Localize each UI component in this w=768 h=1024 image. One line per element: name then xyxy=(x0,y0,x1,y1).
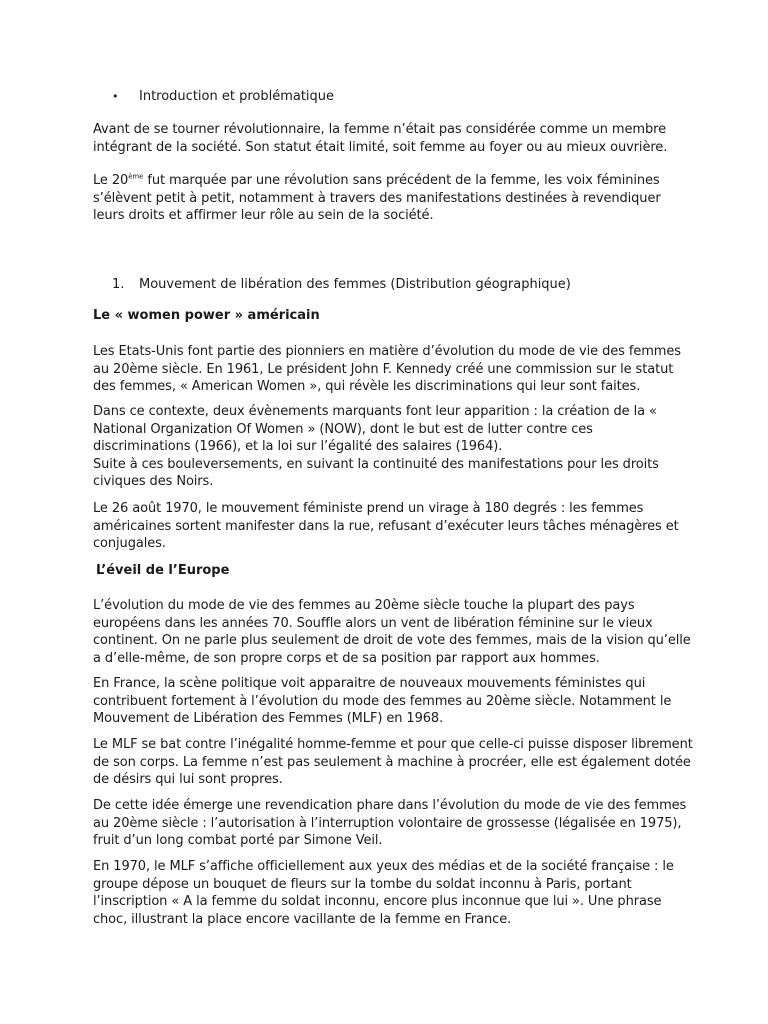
paragraph-text: Avant de se tourner révolutionnaire, la femme n’était pas considérée comme un membre intégrant de la société. Son statut était limité, soit femme au foyer ou au mieux ouvrière. xyxy=(93,122,668,155)
europe-paragraph-5 xyxy=(93,858,693,928)
women-power-paragraph-2 xyxy=(93,403,693,491)
europe-paragraph-4 xyxy=(93,797,693,850)
intro-paragraph-2 xyxy=(93,172,693,225)
paragraph-text: Le 26 août 1970, le mouvement féministe prend un virage à 180 degrés : les femmes américaines sortent manifester dans la rue, refusant d’exécuter leurs tâches ménagères et conjugales. xyxy=(93,501,679,552)
intro-bullet-item xyxy=(112,88,334,106)
women-power-heading: Le « women power » américain xyxy=(93,308,320,323)
europe-paragraph-3 xyxy=(93,736,693,789)
intro-title: Introduction et problématique xyxy=(139,89,335,104)
europe-paragraph-1 xyxy=(93,597,693,667)
paragraph-text: En 1970, le MLF s’affiche officiellement aux yeux des médias et de la société française : le groupe dépose un bouquet de fleurs sur la tombe du soldat inconnu à Paris, portant l’inscription « A la femme du soldat inconnu, encore plus inconnue que lui ». Une phrase choc, illustrant la place encore vacillante de la femme en France. xyxy=(93,859,674,927)
paragraph-text: Le MLF se bat contre l’inégalité homme-femme et pour que celle-ci puisse disposer librement de son corps. La femme n’est pas seulement à machine à procréer, elle est également dotée de désirs qui lui sont propres. xyxy=(93,737,693,788)
section-1-title: Mouvement de libération des femmes (Distribution géographique) xyxy=(139,277,571,292)
paragraph-text-start: Le 20 xyxy=(93,173,129,188)
intro-paragraph-1 xyxy=(93,121,693,156)
paragraph-text: En France, la scène politique voit apparaitre de nouveaux mouvements féministes qui contribuent fortement à l’évolution du mode des femmes au 20ème siècle. Notamment le Mouvement de Libération des Femmes (MLF) en 1968. xyxy=(93,676,672,727)
paragraph-text: De cette idée émerge une revendication phare dans l’évolution du mode de vie des femmes au 20ème siècle : l’autorisation à l’interruption volontaire de grossesse (légalisée en 1975), fruit d’un long combat porté par Simone Veil. xyxy=(93,798,687,849)
bullet-marker: • xyxy=(112,90,119,103)
europe-heading: L’éveil de l’Europe xyxy=(96,563,230,578)
women-power-paragraph-3 xyxy=(93,500,693,553)
list-number: 1. xyxy=(112,277,125,292)
europe-paragraph-2 xyxy=(93,675,693,728)
paragraph-text: Dans ce contexte, deux évènements marquants font leur apparition : la création de la « National Organization Of Women » (NOW), dont le but est de lutter contre ces discriminations (1966), et la loi sur l’égalité des salaires (1964). xyxy=(93,404,657,455)
paragraph-text: Suite à ces bouleversements, en suivant la continuité des manifestations pour les droits civiques des Noirs. xyxy=(93,456,659,490)
paragraph-text: L’évolution du mode de vie des femmes au 20ème siècle touche la plupart des pays européens dans les années 70. Souffle alors un vent de libération féminine sur le vieux continent. On ne parle plus seulement de droit de vote des femmes, mais de la vision qu’elle a d’elle-même, de son propre corps et de sa position par rapport aux hommes. xyxy=(93,598,691,666)
women-power-paragraph-1 xyxy=(93,343,693,396)
paragraph-text xyxy=(93,172,693,225)
superscript: ème xyxy=(128,172,144,181)
paragraph-text-rest: fut marquée par une révolution sans précédent de la femme, les voix féminines s’élèvent petit à petit, notamment à travers des manifestations destinées à revendiquer leurs droits et affirmer leur rôle au sein de la société. xyxy=(93,173,661,224)
section-1-heading xyxy=(112,276,571,294)
paragraph-text: Les Etats-Unis font partie des pionniers en matière d’évolution du mode de vie des femmes au 20ème siècle. En 1961, Le président John F. Kennedy créé une commission sur le statut des femmes, « American Women », qui révèle les discriminations qui leur sont faites. xyxy=(93,344,681,395)
